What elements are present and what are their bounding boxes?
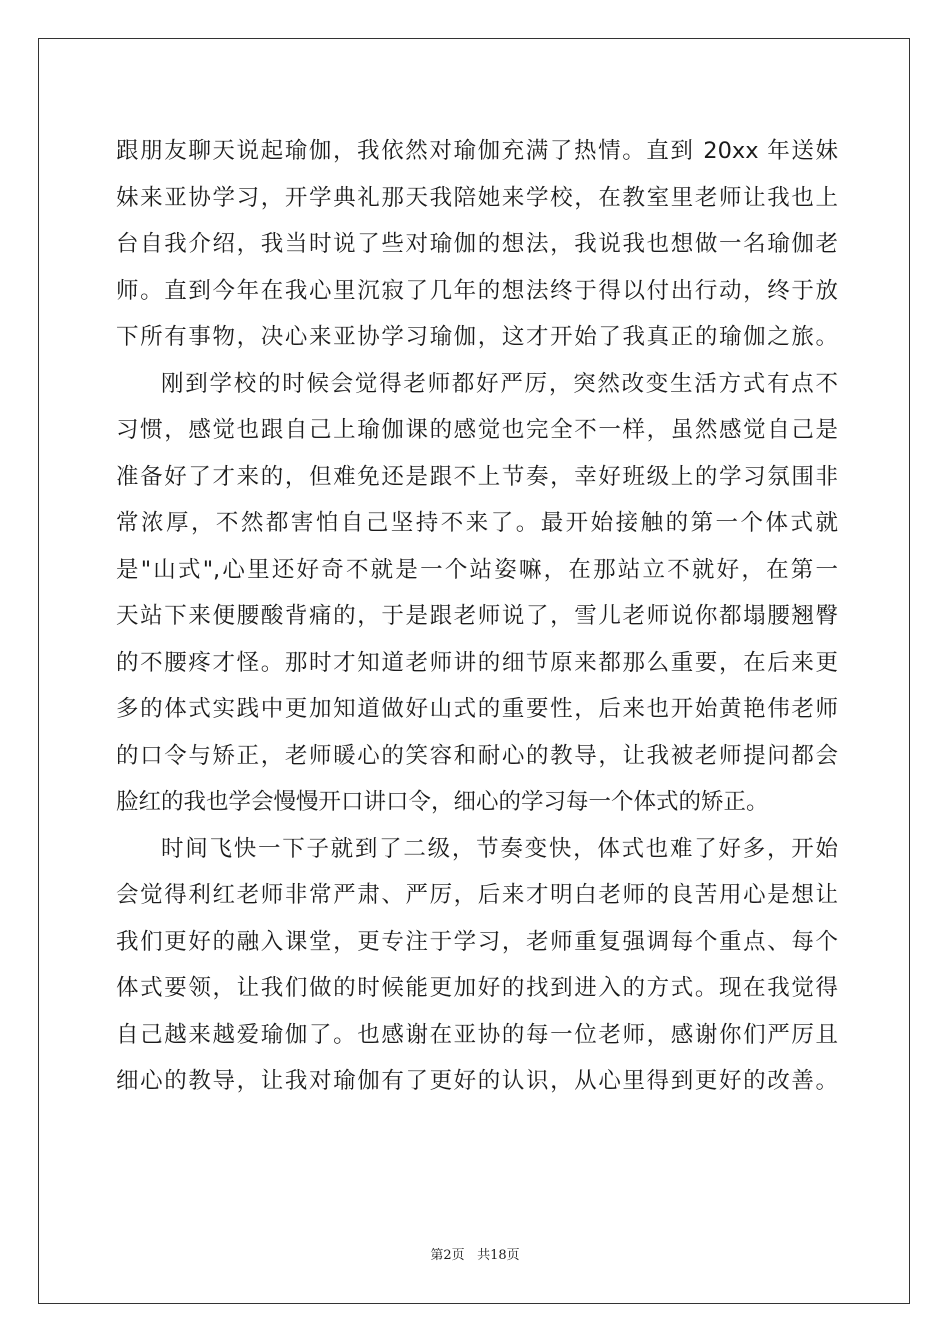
text-line: 准备好了才来的，但难免还是跟不上节奏，幸好班级上的学习氛围非 bbox=[116, 463, 838, 490]
text-line: 细心的教导，让我对瑜伽有了更好的认识，从心里得到更好的改善。 bbox=[116, 1068, 838, 1094]
text-line: 师。直到今年在我心里沉寂了几年的想法终于得以付出行动，终于放 bbox=[116, 277, 838, 304]
text-line: 是"山式",心里还好奇不就是一个站姿嘛，在那站立不就好，在第一 bbox=[116, 556, 838, 583]
text-line: 的不腰疼才怪。那时才知道老师讲的细节原来都那么重要，在后来更 bbox=[116, 649, 838, 676]
text-line: 天站下来便腰酸背痛的，于是跟老师说了，雪儿老师说你都塌腰翘臀 bbox=[116, 603, 838, 629]
text-line: 常浓厚，不然都害怕自己坚持不来了。最开始接触的第一个体式就 bbox=[116, 510, 838, 536]
text-line: 脸红的我也学会慢慢开口讲口令，细心的学习每一个体式的矫正。 bbox=[116, 789, 769, 815]
document-body bbox=[116, 128, 838, 1105]
page-number: 第2页 bbox=[430, 1248, 465, 1263]
text-line: 自己越来越爱瑜伽了。也感谢在亚协的每一位老师，感谢你们严厉且 bbox=[116, 1021, 838, 1048]
text-line: 的口令与矫正，老师暖心的笑容和耐心的教导，让我被老师提问都会 bbox=[116, 742, 838, 769]
text-line: 跟朋友聊天说起瑜伽，我依然对瑜伽充满了热情。直到 20xx 年送妹 bbox=[116, 138, 838, 164]
text-line: 时间飞快一下子就到了二级，节奏变快，体式也难了好多，开始 bbox=[161, 835, 838, 862]
text-line: 台自我介绍，我当时说了些对瑜伽的想法，我说我也想做一名瑜伽老 bbox=[116, 231, 838, 257]
text-line: 会觉得利红老师非常严肃、严厉，后来才明白老师的良苦用心是想让 bbox=[116, 882, 838, 908]
page-total: 共18页 bbox=[477, 1248, 520, 1263]
text-line: 我们更好的融入课堂，更专注于学习，老师重复强调每个重点、每个 bbox=[116, 928, 838, 955]
text-line: 妹来亚协学习，开学典礼那天我陪她来学校，在教室里老师让我也上 bbox=[116, 184, 838, 211]
text-line: 刚到学校的时候会觉得老师都好严厉，突然改变生活方式有点不 bbox=[161, 370, 838, 397]
text-line: 体式要领，让我们做的时候能更加好的找到进入的方式。现在我觉得 bbox=[116, 975, 838, 1001]
text-line: 下所有事物，决心来亚协学习瑜伽，这才开始了我真正的瑜伽之旅。 bbox=[116, 324, 838, 350]
page-footer bbox=[0, 1244, 950, 1263]
text-line: 习惯，感觉也跟自己上瑜伽课的感觉也完全不一样，虽然感觉自己是 bbox=[116, 417, 838, 443]
text-line: 多的体式实践中更加知道做好山式的重要性，后来也开始黄艳伟老师 bbox=[116, 696, 838, 722]
